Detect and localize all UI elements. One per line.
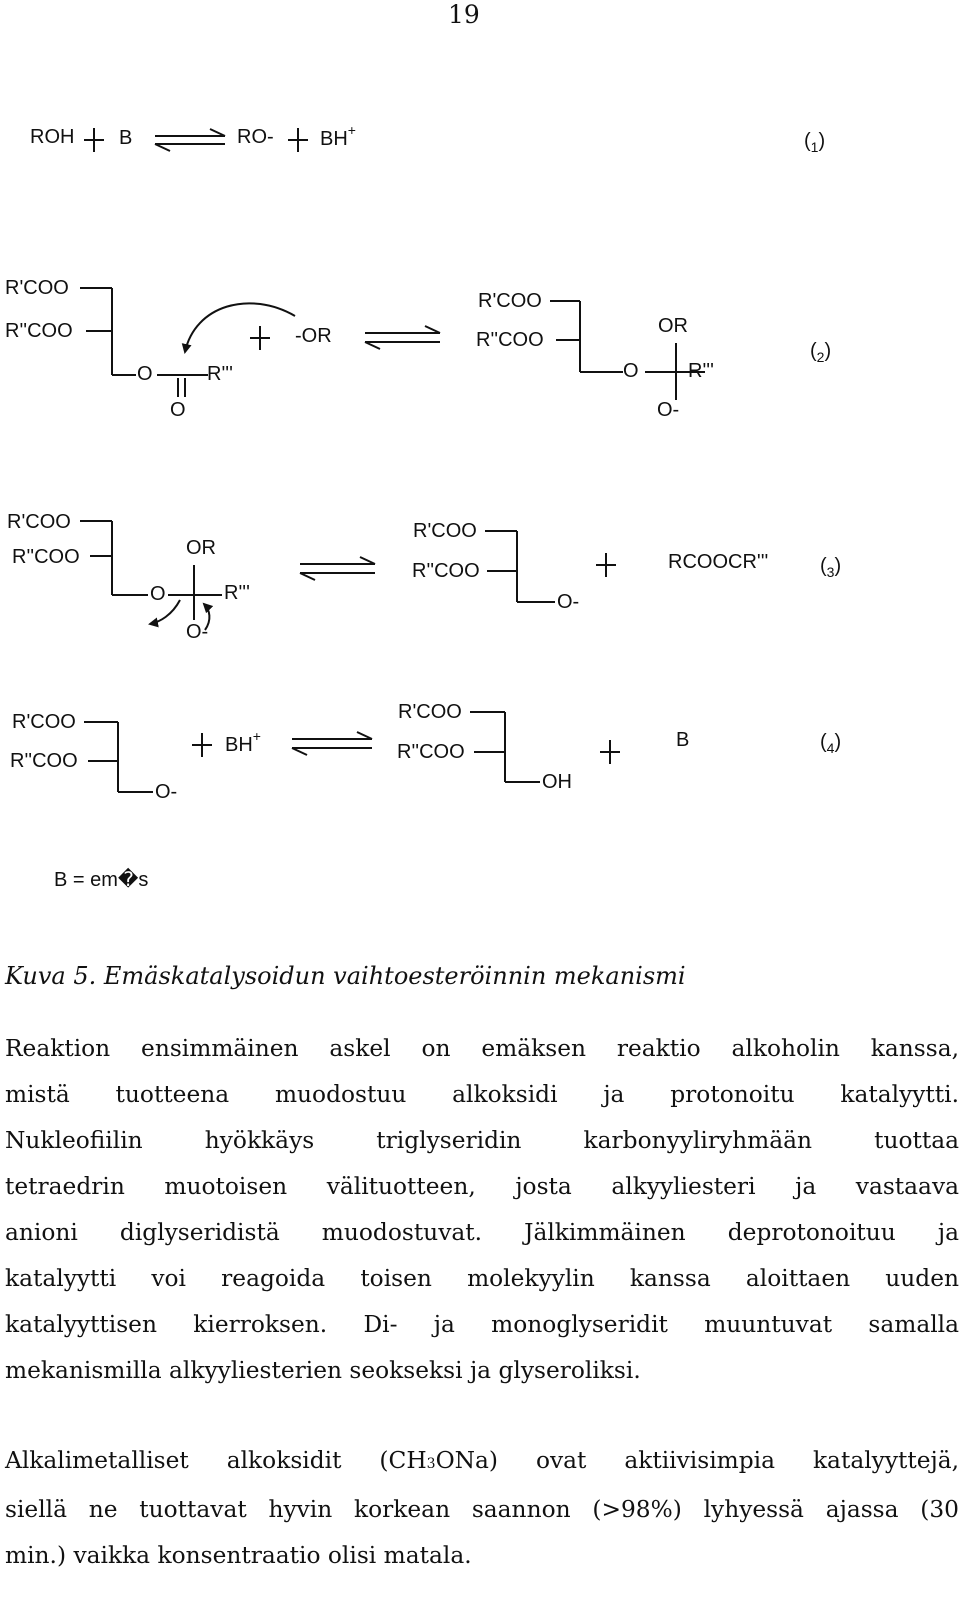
eq3-product-rrcoo: R''COO <box>412 560 480 582</box>
eq1-b: B <box>119 127 133 149</box>
eq3-equilibrium-arrow <box>300 557 375 580</box>
eq1-bh: BH+ <box>320 122 356 150</box>
eq3-product-ominus: O- <box>557 591 580 613</box>
eq4-bh: BH+ <box>225 728 261 756</box>
eq2-rcoo: R'COO <box>5 277 69 299</box>
eq4-product-rcoo: R'COO <box>398 701 462 723</box>
eq1-equilibrium-arrow <box>155 129 225 151</box>
eq2-product-rrcoo: R''COO <box>476 329 544 351</box>
eq2-equilibrium-arrow <box>365 326 440 349</box>
eq4-number: $(_4)$ <box>820 731 842 756</box>
eq4-equilibrium-arrow <box>292 732 372 755</box>
eq2-plus <box>250 326 270 350</box>
paragraph-1-line: katalyytti voi reagoida toisen molekyylin kanssa aloittaen uuden <box>5 1265 959 1292</box>
paragraph-1-line: Reaktion ensimmäinen askel on emäksen reaktio alkoholin kanssa, <box>5 1035 959 1062</box>
eq2-rrcoo: R''COO <box>5 320 73 342</box>
page-number: 19 <box>448 0 480 29</box>
figure-caption: Kuva 5. Emäskatalysoidun vaihtoesteröinnin mekanismi <box>5 962 686 990</box>
eq2-attack-arrow <box>185 303 295 352</box>
eq3-ester: RCOOCR''' <box>668 551 769 573</box>
eq1-roh: ROH <box>30 126 75 148</box>
eq3-plus <box>596 553 616 577</box>
eq3-o: O <box>150 583 166 605</box>
eq4-product-bonds <box>470 712 540 782</box>
eq3-rcoo: R'COO <box>7 511 71 533</box>
eq2-product-r3: R''' <box>688 360 714 382</box>
scheme-legend: B = em�s <box>54 869 149 891</box>
eq4-product-rrcoo: R''COO <box>397 741 465 763</box>
eq2-product-or: OR <box>658 315 688 337</box>
eq4-ominus: O- <box>155 781 178 803</box>
paragraph-2 <box>5 1438 959 1579</box>
eq4-rcoo: R'COO <box>12 711 76 733</box>
paragraph-1-line: katalyyttisen kierroksen. Di- ja monoglyseridit muuntuvat samalla <box>5 1311 959 1338</box>
eq3-ominus: O- <box>186 621 209 643</box>
eq3-number: $(_3)$ <box>820 555 842 580</box>
eq4-reactant-bonds <box>84 722 153 792</box>
eq3-or: OR <box>186 537 216 559</box>
eq4-product-b: B <box>676 729 690 751</box>
eq2-number: $(_2)$ <box>810 340 832 365</box>
eq1-ro: RO- <box>237 126 274 148</box>
paragraph-2-line: min.) vaikka konsentraatio olisi matala. <box>5 1542 472 1569</box>
eq3-rrcoo: R''COO <box>12 546 80 568</box>
eq4-plus-1 <box>192 733 212 757</box>
paragraph-1-line: mekanismilla alkyyliesterien seokseksi ja glyseroliksi. <box>5 1357 641 1384</box>
paragraph-1-line: anioni diglyseridistä muodostuvat. Jälkimmäinen deprotonoituu ja <box>5 1219 959 1246</box>
eq2-carbonyl-o: O <box>170 399 186 421</box>
eq4-product-oh: OH <box>542 771 572 793</box>
paragraph-1-line: mistä tuotteena muodostuu alkoksidi ja protonoitu katalyytti. <box>5 1081 959 1108</box>
eq2-product-rcoo: R'COO <box>478 290 542 312</box>
eq3-r3: R''' <box>224 582 250 604</box>
eq2-o: O <box>137 363 153 385</box>
eq2-product-o: O <box>623 360 639 382</box>
paragraph-1-line: tetraedrin muotoisen välituotteen, josta alkyyliesteri ja vastaava <box>5 1173 959 1200</box>
eq2-or-anion: -OR <box>295 325 332 347</box>
paragraph-2-line: Alkalimetalliset alkoksidit (CH3ONa) ovat aktiivisimpia katalyyttejä, <box>5 1447 960 1474</box>
eq4-rrcoo: R''COO <box>10 750 78 772</box>
eq1-number: $(_1)$ <box>804 130 826 155</box>
eq4-plus-2 <box>600 740 620 764</box>
eq2-r3: R''' <box>207 363 233 385</box>
paragraph-1 <box>5 1026 959 1394</box>
paragraph-1-line: Nukleofiilin hyökkäys triglyseridin karbonyyliryhmään tuottaa <box>5 1127 959 1154</box>
eq2-product-ominus: O- <box>657 399 680 421</box>
eq3-product-rcoo: R'COO <box>413 520 477 542</box>
eq3-product-bonds <box>485 531 555 602</box>
eq3-reactant-bonds <box>80 521 222 620</box>
eq1-plus-1 <box>84 128 104 152</box>
paragraph-2-line: siellä ne tuottavat hyvin korkean saannon (>98%) lyhyessä ajassa (30 <box>5 1496 959 1523</box>
eq1-plus-2 <box>288 128 308 152</box>
